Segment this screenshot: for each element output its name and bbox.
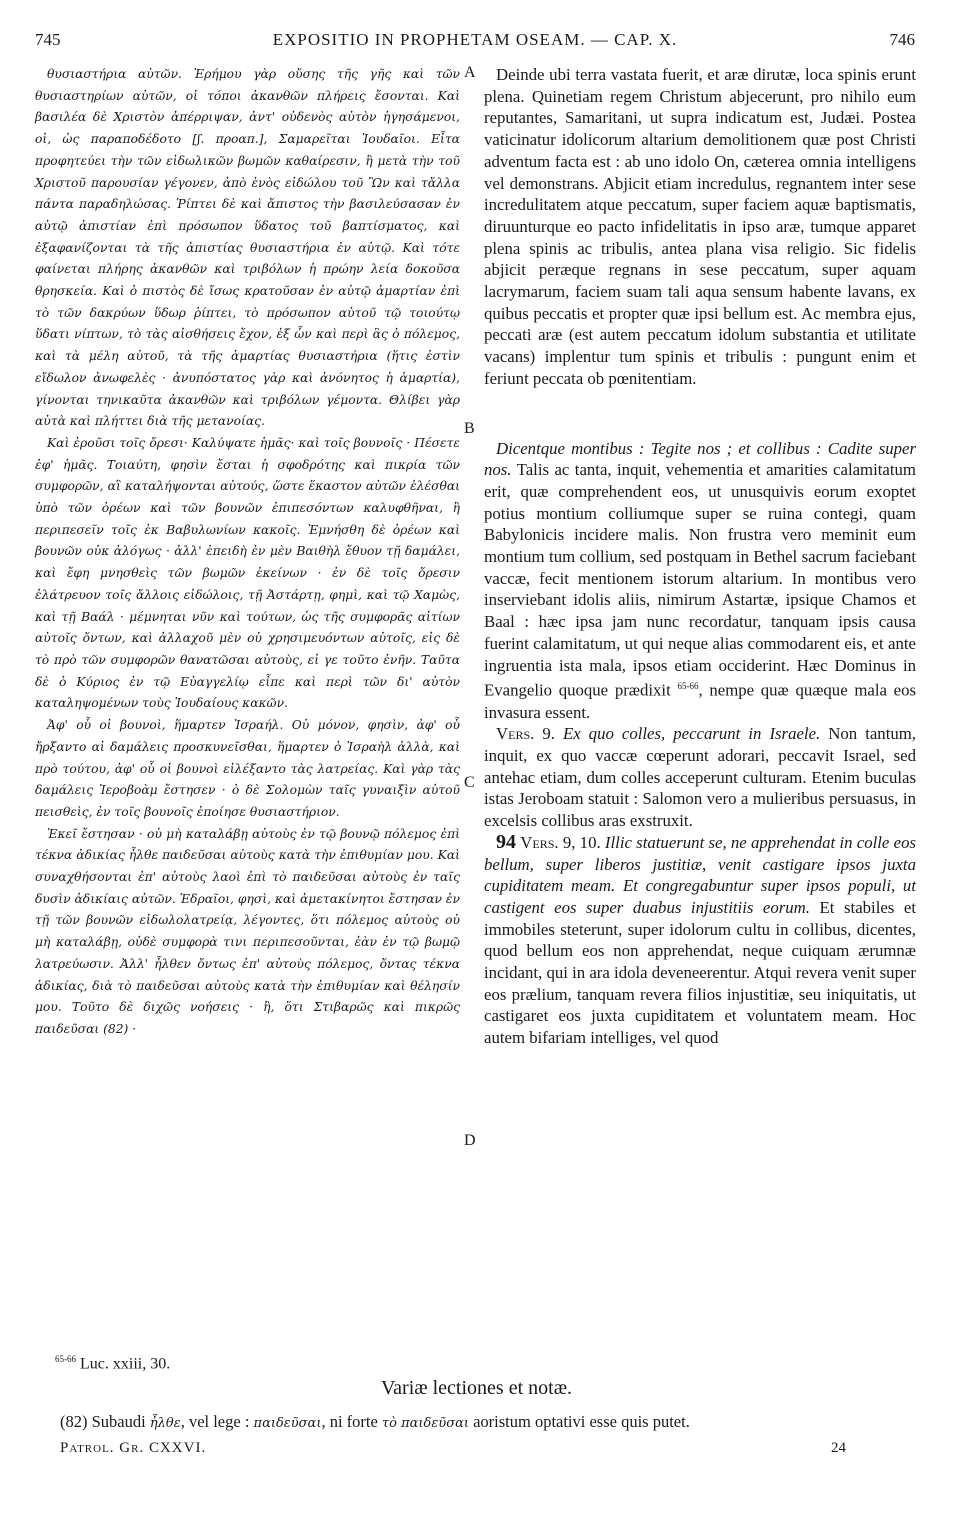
latin-paragraph-4	[484, 832, 916, 1049]
verse-ref: Vers. 9.	[496, 724, 555, 744]
greek-paragraph: θυσιαστήρια αὐτῶν. Ἐρήμου γὰρ οὔσης τῆς γῆς καὶ τῶν θυσιαστηρίων αὐτῶν, οἱ τόποι ἀκανθῶν πλήρεις ἔσονται. Καὶ βασιλέα δὲ Χριστὸν ἀπέρριψαν, ἀντ' οὐδενὸς αὐτὸν ἡγησάμενοι, οἱ, ὡς παραποδέδοτο [ʃ. προαπ.], Σαμαρεῖται Ἰουδαῖοι. Εἶτα προφητεύει τὴν τῶν εἰδωλικῶν βωμῶν καθαίρεσιν, ἣ μετὰ τὴν τοῦ Χριστοῦ παρουσίαν γέγονεν, ἀπὸ ἑνὸς εἰδώλου τοῦ Ὢν καὶ τἄλλα πάντα παραδηλώσας. Ῥίπτει δὲ καὶ ἄπιστος τὴν βασιλεύσασαν ἐν αὐτῷ ἀπιστίαν ἐπὶ πρόσωπον ὕδατος τοῦ βαπτίσματος, καὶ ἐξαφανίζονται τὰ τῆς ἀπιστίας θυσιαστήρια ἐν αὐτῷ. Καὶ τότε φαίνεται πλήρης ἀκανθῶν καὶ τριβόλων ἡ πρώην λεία δοκοῦσα θρησκεία. Καὶ ὁ πιστὸς δὲ ἴσως κρατοῦσαν ἐν αὐτῷ ἁμαρτίαν ἐπὶ τὸ τῶν δακρύων ὕδωρ ῥίπτει, τὸ πρόσωπον αὐτοῦ τῷ τοιούτῳ ὕδατι νίπτων, τὸ τὰς αἰσθήσεις ἔχον, ἐξ ὧν καὶ περὶ ἃς ὁ πόλεμος, καὶ τὰ μέλη αὐτοῦ, τὰ τῆς ἁμαρτίας θυσιαστήρια (ἥτις ἐστὶν εἴδωλον ἀνωφελὲς · ἀνυπόστατος γὰρ καὶ ἀνόνητος ἡ ἁμαρτία), γίνονται τηνικαῦτα ἀκανθῶν καὶ τριβόλων γέμοντα. Θλίβει γὰρ αὐτὰ καὶ πλήττει διὰ τῆς μετανοίας.	[35, 67, 460, 429]
note-text: , ni forte	[321, 1412, 382, 1431]
signature-right: 24	[831, 1440, 846, 1456]
original-page-number: 94	[496, 830, 516, 853]
running-title: EXPOSITIO IN PROPHETAM OSEAM. — CAP. X.	[272, 30, 678, 49]
greek-paragraph: Ἐκεῖ ἔστησαν · οὐ μὴ καταλάβῃ αὐτοὺς ἐν τῷ βουνῷ πόλεμος ἐπὶ τέκνα ἀδικίας ἦλθε παιδεῦσαι αὐτοὺς κατὰ τὴν ἐπιθυμίαν μου. Καὶ συναχθήσονται ἐπ' αὐτοὺς λαοὶ ἐπὶ τὸ παιδεῦσαι αὐτοὺς ἐν ταῖς δυσὶν ἀδικίαις αὐτῶν. Ἑδραῖοι, φησὶ, καὶ ἀμετακίνητοι ἔστησαν ἐν τῇ τῶν βουνῶν εἰδωλολατρείᾳ, λέγοντες, ὅτι πόλεμος αὐτοὺς οὐ μὴ καταλάβῃ, οὐδὲ συμφορὰ τινι περιπεσοῦνται, ἐὰν ἐν τῷ βωμῷ λατρεύωσιν. Ἀλλ' ἦλθεν ὄντως ἐπ' αὐτοὺς πόλεμος, ὄντας τέκνα ἀδικίας, διὰ τὸ παιδεῦσαι αὐτοὺς κατὰ τὴν ἐπιθυμίαν καὶ θέλησίν μου. Τοῦτο δὲ διχῶς νοήσεις · ἢ, ὅτι Στιβαρῶς καὶ πικρῶς παιδεῦσαι (82) ·	[35, 826, 460, 1036]
footnote-text: Luc. xxiii, 30.	[80, 1355, 171, 1373]
commentary-text: Non tantum, inquit, ex quo vaccæ cœperunt adorari, peccavit Israel, sed antehac etiam, dum colles acceperunt culturam. Etenim buculas istas Jeroboam statuit : Salomon vero a mulieribus persuasus, in excelsis collibus aras exstruxit.	[484, 724, 916, 831]
note-number: (82)	[60, 1412, 88, 1431]
signature-left: Patrol. Gr. CXXVI.	[60, 1440, 207, 1456]
greek-paragraph: Καὶ ἐροῦσι τοῖς ὄρεσι· Καλύψατε ἡμᾶς· καὶ τοῖς βουνοῖς · Πέσετε ἐφ' ἡμᾶς. Τοιαύτη, φησὶν ἔσται ἡ σφοδρότης καὶ πικρία τῶν συμφορῶν, αἳ καταλήψονται αὐτούς, ὥστε ἕκαστον αὐτῶν ἑλέσθαι ὑπὸ τῶν ὀρέων καὶ τῶν βουνῶν ἐπιπεσόντων καλυφθῆναι, ἢ περιπεσεῖν τοῖς ἐκ Βαβυλωνίων κακοῖς. Ἐμνήσθη δὲ ὀρέων καὶ βουνῶν οὐκ ἀλόγως · ἀλλ' ἐπειδὴ ἐν μὲν Βαιθὴλ ἔθυον τῇ δαμάλει, καὶ ἔφη μνησθεὶς τῶν βωμῶν ἐκείνων · ἐν δὲ τοῖς ὄρεσιν ἐλάτρευον τοῖς ἄλλοις εἰδώλοις, τῇ Ἀστάρτῃ, φημὶ, καὶ τῷ Χαμὼς, καὶ τῇ Βαάλ · μέμνηται νῦν καὶ τούτων, ὡς τῆς συμφορᾶς αἰτίων αὐτοῖς ὄντων, καὶ ἀλλαχοῦ μὲν οὐ χρησιμευόντων αὐτοῖς, εἰς δὲ τὸ πρὸ τῶν συμφορῶν θανατῶσαι αὐτοὺς, εἰ γε τοῦτο ἐνῆν. Ταῦτα δὲ ὁ Κύριος ἐν τῷ Εὐαγγελίῳ εἶπε καὶ περὶ τῶν δι' αὐτὸν καταληψομένων τοὺς Ἰουδαίους κακῶν.	[35, 435, 460, 711]
margin-letter-d: D	[464, 1132, 476, 1149]
note-greek: ἦλθε	[149, 1416, 181, 1431]
commentary-text: Talis ac tanta, inquit, vehementia et amarities calamitatum erit, quæ comprehendent eos, ut unusquivis eorum exoptet potius montium colliumque super se ruina contegi, quam Babylonicis incidere malis. Non frustra vero meminit eum montium tum collium, sed postquam in Bethel sacrum faciebant vaccæ, fecit mentionem istorum altarium. In montibus vero inserviebant idolis aliis, nimirum Astartæ, ipsique Chamos et Baal : hæc ipsa jam nunc recordatur, tanquam ipsis causa fuerint calamitatum, ut qui neque alias commodarent eis, et ante ingruentia ista mala, ipsos etiam occiderint. Hæc Dominus in Evangelio quoque prædixit	[484, 460, 916, 700]
page-number-left: 745	[35, 30, 61, 49]
note-text: aoristum optativi esse quis putet.	[468, 1412, 690, 1431]
greek-column	[35, 64, 460, 1041]
note-greek: παιδεῦσαι	[253, 1416, 322, 1431]
footnote-ref: 65-66	[677, 681, 699, 692]
latin-paragraph-3	[484, 723, 916, 832]
commentary-text: Et stabiles et immobiles steterunt, super idolorum cultu in collibus, dicentes, quod bellum eos non apprehendat, neque cuiquam ærumnæ incidant, qui in ara idola deveneerentur. Atqui revera venit super eos prælium, tanquam revera filios injustitiæ, seu iniquitatis, ut castigaret eos juxta cupiditatem et voluntatem meam. Hoc autem bifariam intelliges, vel quod	[484, 897, 916, 1048]
margin-letter-b: B	[464, 420, 475, 437]
verse-ref: Vers. 9, 10.	[520, 832, 601, 852]
variae-note	[60, 1412, 690, 1432]
page-number-right: 746	[889, 30, 915, 49]
greek-paragraph: Ἀφ' οὗ οἱ βουνοὶ, ἥμαρτεν Ἰσραήλ. Οὐ μόνον, φησὶν, ἀφ' οὗ ἤρξαντο αἱ δαμάλεις προσκυνεῖσθαι, ἥμαρτεν ὁ Ἰσραὴλ ἀλλὰ, καὶ πρὸ τούτου, ἀφ' οὗ οἱ βουνοὶ εἰλέξαντο τὰς λατρείας. Καὶ γὰρ τὰς δαμάλεις Ἱεροβοὰμ ἔστησεν · ὁ δὲ Σολομὼν ταῖς γυναιξὶν αὐτοῦ πεισθεὶς, ἐν τοῖς βουνοῖς ἐποίησε θυσιαστήριον.	[35, 718, 460, 819]
margin-letter-a: A	[464, 64, 476, 81]
latin-column	[484, 64, 916, 1049]
note-text: , vel lege :	[180, 1412, 254, 1431]
running-header	[35, 30, 915, 54]
latin-paragraph-2	[484, 438, 916, 724]
margin-letter-c: C	[464, 774, 475, 791]
lemma: Illic statuerunt se, ne apprehendat in colle eos bellum, super liberos justitiæ, venit castigare ipsos juxta cupiditatem meam. Et congregabuntur super ipsos populi, ut castigent eos super duabus injustitiis eorum.	[484, 832, 916, 917]
variae-title: Variæ lectiones et notæ.	[380, 1377, 573, 1399]
commentary-text: , nempe quæ quæque mala eos invasura essent.	[484, 680, 917, 722]
note-text: Subaudi	[87, 1412, 150, 1431]
lemma: Dicentque montibus : Tegite nos ; et collibus : Cadite super nos.	[484, 438, 916, 480]
lemma: Ex quo colles, peccarunt in Israele.	[554, 724, 821, 744]
footnote	[55, 1354, 170, 1373]
latin-paragraph-1: Deinde ubi terra vastata fuerit, et aræ dirutæ, loca spinis erunt plena. Quinetiam regem Christum abjecerunt, pro nihilo eum reputantes, Samaritani, ut supra indicatum est, Judæi. Postea vaticinatur idolicorum altarium demolitionem quæ post Christi adventum facta est : ab uno idolo On, cæterea omnia intelligens vel demonstrans. Abjicit etiam incredulus, regnantem inter sese incredulitatem atque peccatum, super faciem aquæ baptismatis, diruunturque eo pacto infidelitatis in ipso aræ, tumque apparet plena spinis ac tribulis, antea plana visa religio. Sic fidelis abjicit peræque regnans in sese peccatum, super aquam lacrymarum, faciem suam tali aqua sensum habente lavans, ex quibus peccatis et propter quæ ipsi bellum est. Ac membra ejus, peccati aræ (est autem peccatum idolum substantia et utilitate vacans) implentur tum spinis et tribulis : pungunt enim et feriunt peccata ob pœnitentiam.	[484, 65, 916, 388]
note-greek: τὸ παιδεῦσαι	[381, 1416, 469, 1431]
footnote-number: 65-66	[55, 1354, 76, 1364]
